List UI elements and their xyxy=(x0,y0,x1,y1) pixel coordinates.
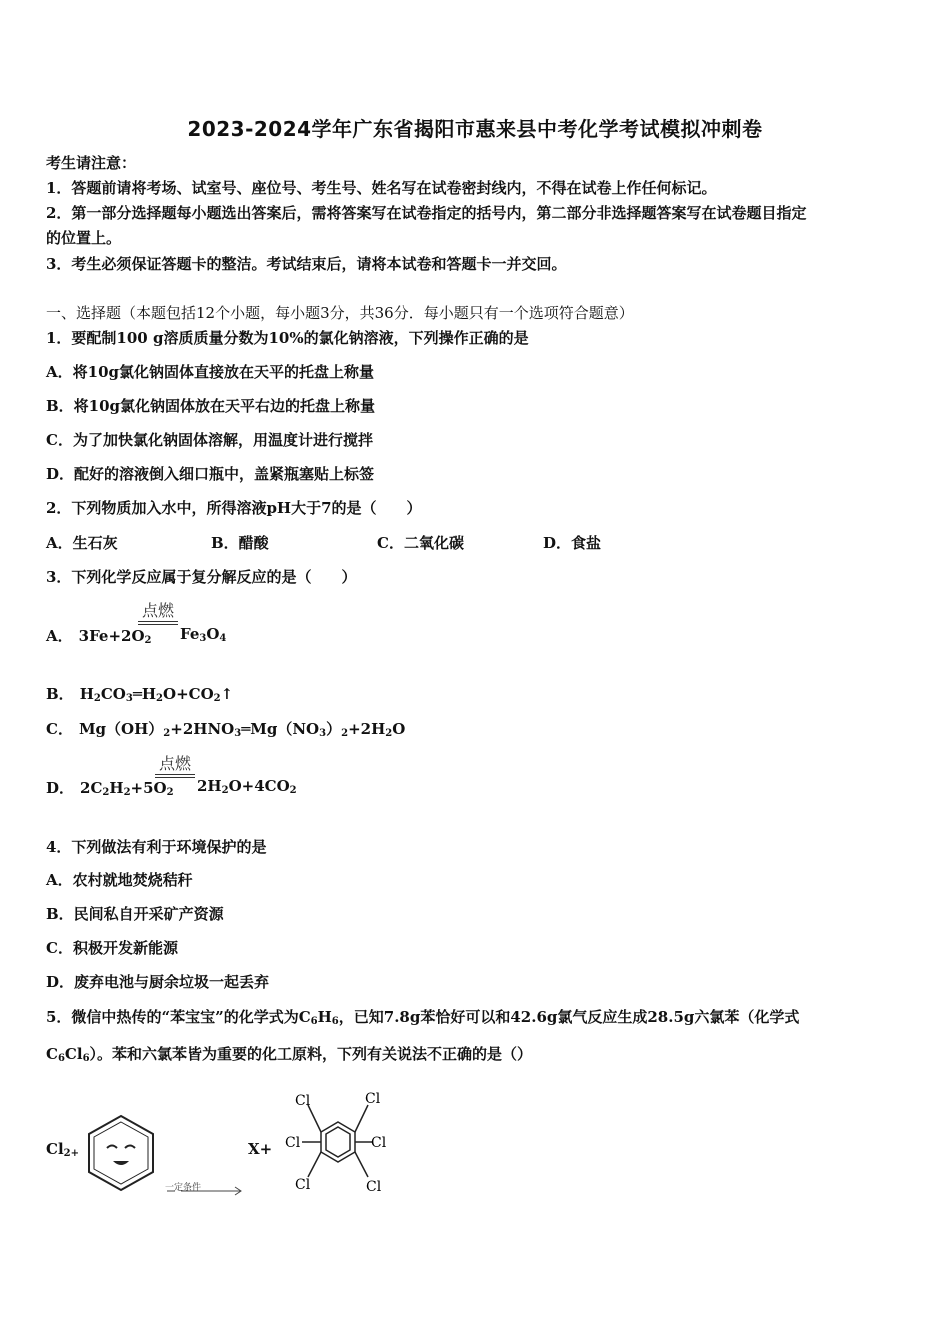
question-3-option-a xyxy=(46,625,152,646)
reaction-condition-label: 一定条件 xyxy=(165,1183,202,1193)
question-3-option-a-products xyxy=(180,625,226,644)
question-4-stem: 4．下列做法有利于环境保护的是 xyxy=(46,838,267,856)
chlorine-atom-label: Cl xyxy=(295,1177,311,1193)
option-letter: D． xyxy=(46,779,75,797)
hexachlorobenzene-structure xyxy=(280,1085,390,1197)
question-3-option-c: C． $Mg(OH)_2+2HNO_3═Mg(NO_3)_2+2H_2O$ xyxy=(46,720,406,739)
question-1-option-d: D．配好的溶液倒入细口瓶中，盖紧瓶塞贴上标签 xyxy=(46,465,375,483)
chlorine-atom-label: Cl xyxy=(366,1179,382,1195)
question-1-option-c: C．为了加快氯化钠固体溶解，用温度计进行搅拌 xyxy=(46,431,373,449)
chlorine-atom-label: Cl xyxy=(365,1091,381,1107)
option-letter: A． xyxy=(46,627,73,645)
reactants xyxy=(79,627,152,645)
question-2-option-a: A．生石灰 xyxy=(46,534,118,552)
question-4-option-d: D．废弃电池与厨余垃圾一起丢弃 xyxy=(46,973,270,991)
subscript: 2 xyxy=(144,635,152,646)
chlorine-atom-label: Cl xyxy=(371,1135,387,1151)
notice-item-1: 1．答题前请将考场、试室号、座位号、考生号、姓名写在试卷密封线内，不得在试卷上作任何标记。 xyxy=(46,179,717,197)
formula-part: O xyxy=(206,625,220,643)
benzene-baby-icon xyxy=(84,1112,158,1194)
reaction-condition-d: 点燃 xyxy=(158,754,191,773)
question-5-stem-cont: $C_6Cl_6$）。苯和六氯苯皆为重要的化工原料，下列有关说法不正确的是（） xyxy=(46,1045,533,1064)
chlorine-atom-label: Cl xyxy=(285,1135,301,1151)
question-3-stem: 3．下列化学反应属于复分解反应的是（ ） xyxy=(46,568,357,586)
question-4-option-b: B．民间私自开采矿产资源 xyxy=(46,905,224,923)
question-5-stem: 5．微信中热传的“苯宝宝”的化学式为$C_6H_6$，已知7.8g苯恰好可以和42.6g氯气反应生成28.5g六氯苯（化学式 xyxy=(46,1008,800,1027)
option-letter: C． xyxy=(46,720,73,738)
notice-item-3: 3．考生必须保证答题卡的整洁。考试结束后，请将本试卷和答题卡一并交回。 xyxy=(46,255,567,273)
reaction-condition: 点燃 xyxy=(141,601,174,620)
chlorine-reactant: $Cl_{2+}$ xyxy=(46,1140,79,1159)
question-3-option-d: D． $2C_2H_2+5O_2$ xyxy=(46,779,174,798)
reaction-arrow-icon xyxy=(165,1185,245,1197)
option-letter: B． xyxy=(46,685,74,703)
question-3-option-b: B． $H_2CO_3═H_2O+CO_2↑$ xyxy=(46,685,234,704)
question-2-option-b: B．醋酸 xyxy=(211,534,269,552)
subscript: 4 xyxy=(219,633,227,644)
question-1-option-a: A．将10g氯化钠固体直接放在天平的托盘上称量 xyxy=(46,363,375,381)
question-3-option-d-products: $2H_2O+4CO_2$ xyxy=(197,777,297,796)
subscript: 3 xyxy=(199,633,207,644)
notice-heading: 考生请注意： xyxy=(46,154,137,172)
section-heading: 一、选择题（本题包括12个小题，每小题3分，共36分．每小题只有一个选项符合题意） xyxy=(46,304,634,322)
question-2-option-c: C．二氧化碳 xyxy=(377,534,464,552)
page-title: 2023-2024学年广东省揭阳市惠来县中考化学考试模拟冲刺卷 xyxy=(187,117,763,141)
question-2-stem: 2．下列物质加入水中，所得溶液pH大于7的是（ ） xyxy=(46,499,422,517)
question-1-option-b: B．将10g氯化钠固体放在天平右边的托盘上称量 xyxy=(46,397,376,415)
chlorine-atom-label: Cl xyxy=(295,1093,311,1109)
product-x: X+ xyxy=(248,1140,273,1158)
question-1-stem: 1．要配制100 g溶质质量分数为10%的氯化钠溶液，下列操作正确的是 xyxy=(46,329,529,347)
question-2-option-d: D．食盐 xyxy=(543,534,602,552)
question-4-option-c: C．积极开发新能源 xyxy=(46,939,178,957)
formula-part: Fe xyxy=(180,625,200,643)
formula-part: 3Fe+2O xyxy=(78,627,145,645)
question-4-option-a: A．农村就地焚烧秸秆 xyxy=(46,871,193,889)
notice-item-2-cont: 的位置上。 xyxy=(46,229,122,247)
notice-item-2: 2．第一部分选择题每小题选出答案后，需将答案写在试卷指定的括号内，第二部分非选择题答案写在试卷题目指定 xyxy=(46,204,807,222)
